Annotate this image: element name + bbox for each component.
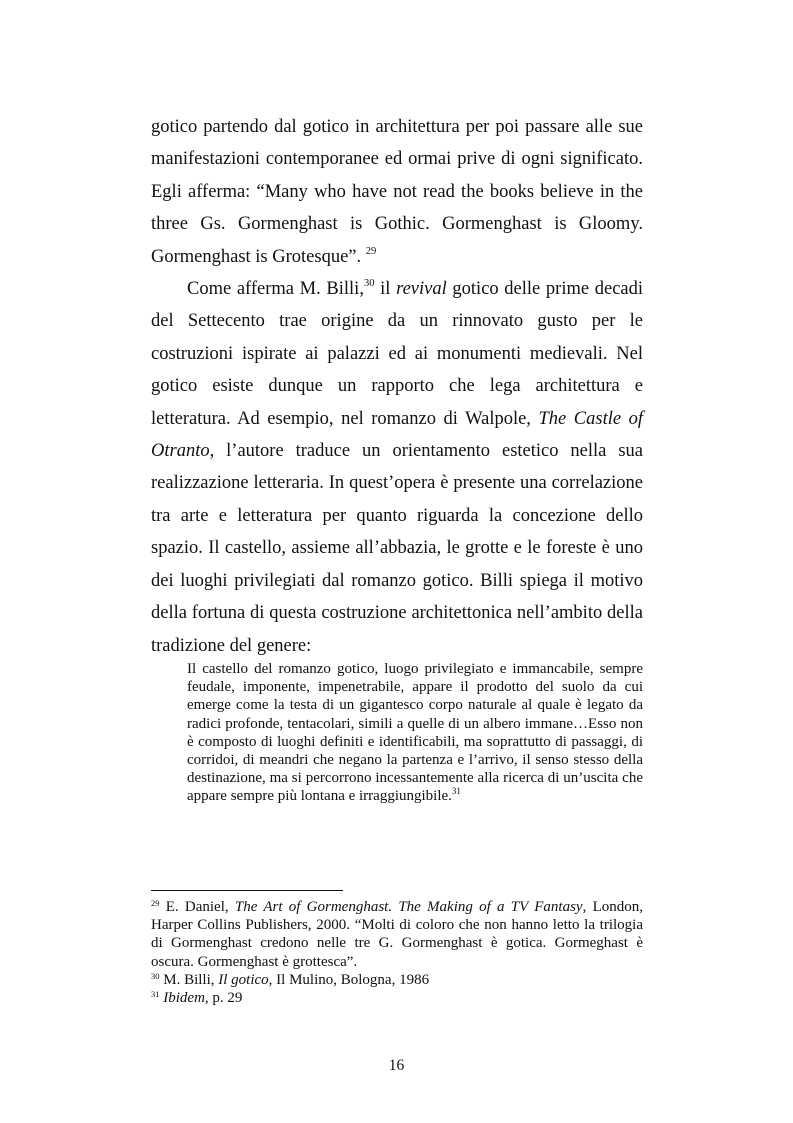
footnote-ref-30: 30	[363, 278, 375, 290]
book-title: The Castle of Otranto	[151, 408, 643, 462]
paragraph-text: , l’autore traduce un orientamento estetico nella sua realizzazione letteraria. In quest’opera è presente una correlazione tra arte e letteratura per quanto riguarda la concezione dello spazio. Il castello, assieme all’abbazia, le grotte e le foreste è uno dei luoghi privilegiati dal romanzo gotico. Billi spiega il motivo della fortuna di questa costruzione architettonica nell’ambito della tradizione del genere:	[151, 441, 643, 656]
footnote-separator	[151, 890, 343, 891]
footnote-title: Ibidem	[163, 990, 205, 1007]
footnote-text: , Il Mulino, Bologna, 1986	[268, 971, 430, 988]
footnote-text: , p. 29	[204, 990, 243, 1007]
footnote-ref-29: 29	[365, 245, 377, 257]
main-text	[151, 111, 643, 662]
footnote-title: Il gotico	[218, 971, 269, 988]
paragraph-text: il	[374, 279, 397, 300]
paragraph-text: gotico delle prime decadi del Settecento trae origine da un rinnovato gusto per le costruzioni ispirate ai palazzi ed ai monumenti medievali. Nel gotico esiste dunque un rapporto che lega architettura e letteratura. Ad esempio, nel romanzo di Walpole,	[151, 279, 644, 429]
footnote-text: , London, Harper Collins Publishers, 2000. “Molti di coloro che non hanno letto la trilogia di Gormenghast credono nelle tre G. Gormenghast è gotica. Gormeghast è oscura. Gormenghast è grottesca”.	[151, 899, 643, 970]
paragraph-billi	[151, 273, 643, 662]
footnote-31	[151, 989, 643, 1007]
page-number: 16	[388, 1057, 405, 1074]
paragraph-text: gotico partendo dal gotico in architettura per poi passare alle sue manifestazioni contemporanee ed ormai prive di ogni significato. Egli afferma: “Many who have not read the books believe in the three Gs. Gormenghast is Gothic. Gormenghast is Gloomy. Gormenghast is Grotesque”.	[151, 117, 643, 267]
italic-term: revival	[396, 279, 447, 300]
footnote-text: M. Billi,	[159, 971, 219, 988]
footnote-number: 29	[151, 898, 160, 908]
footnotes	[151, 898, 643, 1007]
block-quote	[187, 660, 643, 806]
footnote-text: E. Daniel,	[159, 899, 235, 915]
footnote-number: 31	[151, 989, 160, 1000]
quote-text: Il castello del romanzo gotico, luogo privilegiato e immancabile, sempre feudale, imponente, impenetrabile, appare il prodotto del suolo da cui emerge come la testa di un gigantesco corpo naturale al quale è legato da radici profonde, tentacolari, simili a quelle di un albero immane…Esso non è composto di luoghi definiti e identificabili, ma soprattutto di passaggi, di corridoi, di meandri che negano la partenza e l’arrivo, il senso stesso della destinazione, ma si percorrono incessantemente alla ricerca di un’uscita che appare sempre più lontana e irraggiungibile.	[187, 661, 643, 805]
footnote-ref-31: 31	[451, 786, 461, 797]
footnote-number: 30	[151, 970, 160, 981]
paragraph-text: Come afferma M. Billi,	[187, 279, 364, 300]
footnote-29	[151, 898, 643, 971]
footnote-title: The Art of Gormenghast. The Making of a TV Fantasy	[234, 899, 583, 915]
paragraph-continuation	[151, 111, 643, 273]
footnote-30	[151, 971, 643, 989]
